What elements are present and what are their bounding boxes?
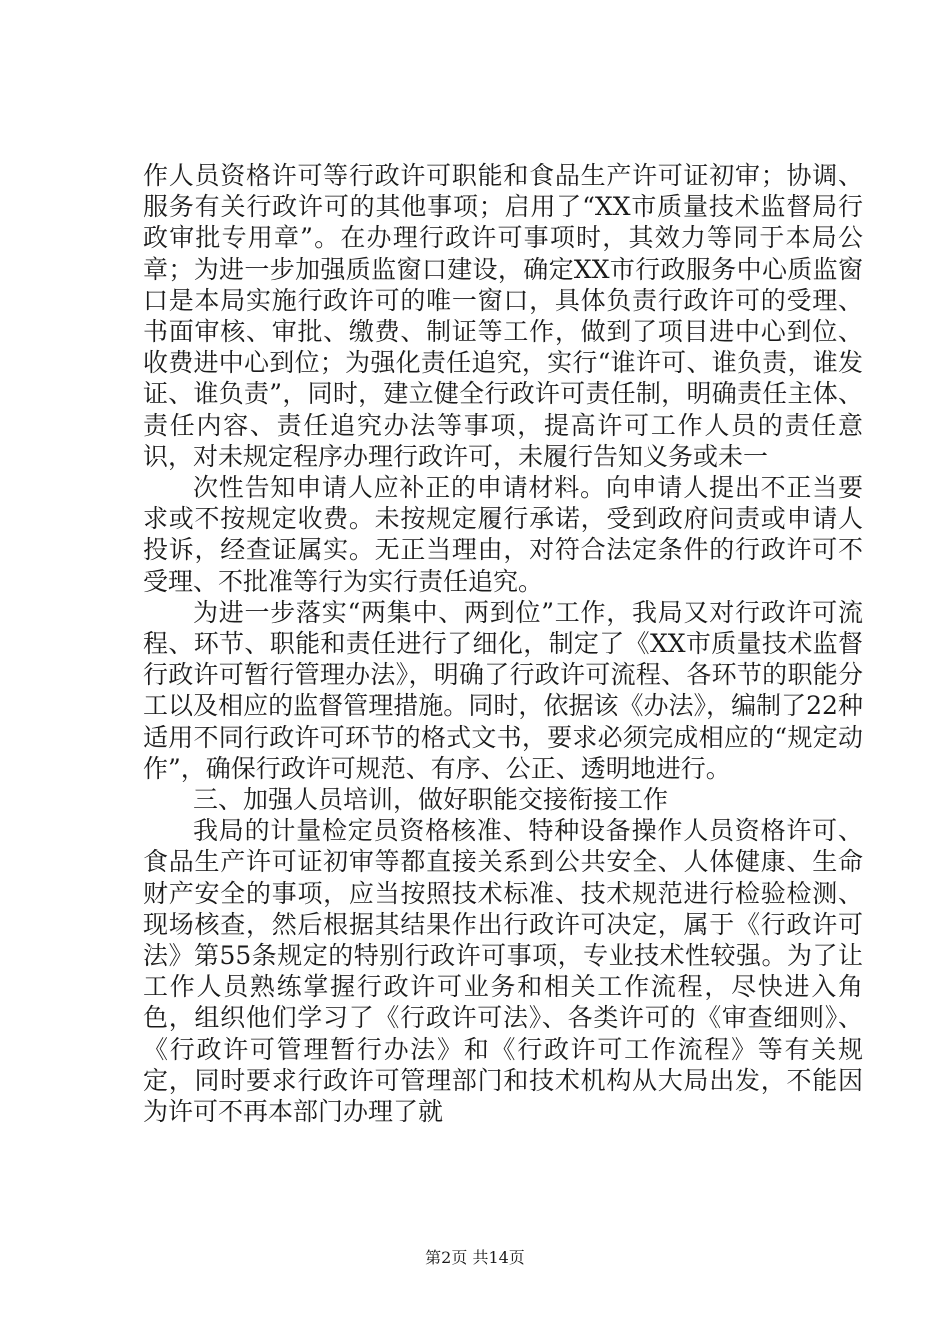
page-number-footer: 第2页 共14页 (425, 1248, 525, 1267)
section-heading: 三、加强人员培训，做好职能交接衔接工作 (193, 785, 669, 815)
document-body (143, 160, 863, 1127)
paragraph-3: 为进一步落实“两集中、两到位”工作，我局又对行政许可流程、环节、职能和责任进行了细化，制定了《XX市质量技术监督行政许可暂行管理办法》，明确了行政许可流程、各环节的职能分工以及相应的监督管理措施。同时，依据该《办法》，编制了22种适用不同行政许可环节的格式文书，要求必须完成相应的“规定动作”，确保行政许可规范、有序、公正、透明地进行。 (143, 597, 863, 783)
paragraph-2: 次性告知申请人应补正的申请材料。向申请人提出不正当要求或不按规定收费。未按规定履行承诺，受到政府问责或申请人投诉，经查证属实。无正当理由，对符合法定条件的行政许可不受理、不批准等行为实行责任追究。 (143, 473, 863, 596)
paragraph-1: 作人员资格许可等行政许可职能和食品生产许可证初审；协调、服务有关行政许可的其他事项；启用了“XX市质量技术监督局行政审批专用章”。在办理行政许可事项时，其效力等同于本局公章；为进一步加强质监窗口建设，确定XX市行政服务中心质监窗口是本局实施行政许可的唯一窗口，具体负责行政许可的受理、书面审核、审批、缴费、制证等工作，做到了项目进中心到位、收费进中心到位；为强化责任追究，实行“谁许可、谁负责，谁发证、谁负责”，同时，建立健全行政许可责任制，明确责任主体、责任内容、责任追究办法等事项，提高许可工作人员的责任意识，对未规定程序办理行政许可，未履行告知义务或未一 (143, 161, 863, 471)
paragraph-4: 我局的计量检定员资格核准、特种设备操作人员资格许可、食品生产许可证初审等都直接关系到公共安全、人体健康、生命财产安全的事项，应当按照技术标准、技术规范进行检验检测、现场核查，然后根据其结果作出行政许可决定，属于《行政许可法》第55条规定的特别行政许可事项，专业技术性较强。为了让工作人员熟练掌握行政许可业务和相关工作流程，尽快进入角色，组织他们学习了《行政许可法》、各类许可的《审查细则》、《行政许可管理暂行办法》和《行政许可工作流程》等有关规定，同时要求行政许可管理部门和技术机构从大局出发，不能因为许可不再本部门办理了就 (143, 816, 863, 1127)
